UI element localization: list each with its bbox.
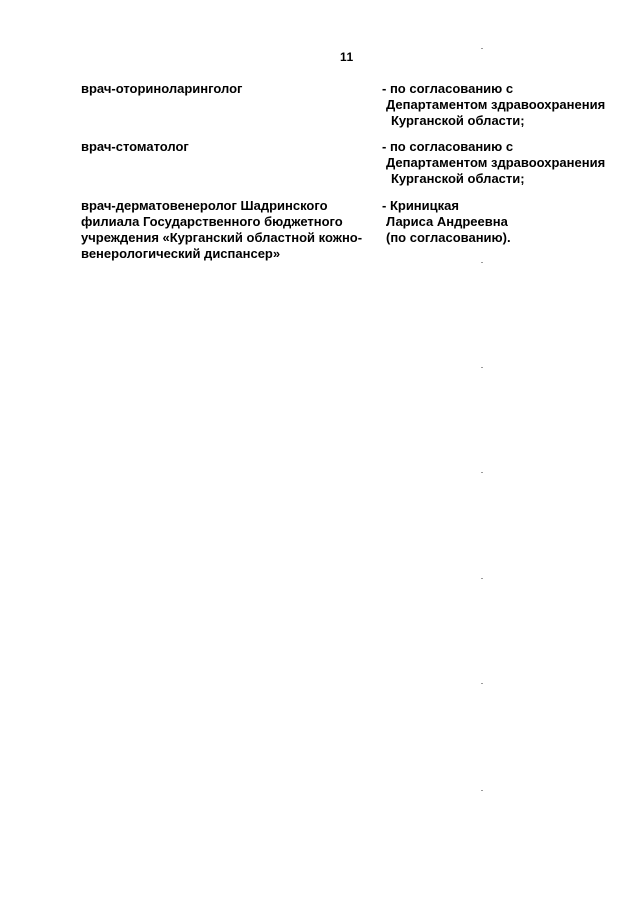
role-title <box>81 139 371 155</box>
note-line: Департаментом здравоохранения <box>386 97 606 112</box>
role-title <box>81 198 371 262</box>
note-line: Лариса Андреевна <box>386 214 508 229</box>
scan-mark <box>481 262 483 263</box>
role-line: врач-оториноларинголог <box>81 81 243 96</box>
page-number: 11 <box>340 50 354 64</box>
note-line: (по согласованию). <box>386 230 511 245</box>
role-line: врач-дерматовенеролог Шадринского <box>81 198 328 213</box>
role-line: венерологический диспансер» <box>81 246 281 261</box>
role-line: учреждения «Курганский областной кожно- <box>81 230 363 245</box>
note-line: - по согласованию с <box>382 139 514 154</box>
approval-note <box>382 198 632 246</box>
role-title <box>81 81 371 97</box>
note-line: - по согласованию с <box>382 81 514 96</box>
scan-mark <box>481 367 483 368</box>
approval-note <box>382 81 632 129</box>
note-line: Департаментом здравоохранения <box>386 155 606 170</box>
role-line: врач-стоматолог <box>81 139 189 154</box>
note-line: Курганской области; <box>391 113 525 128</box>
scan-mark <box>481 472 483 473</box>
role-line: филиала Государственного бюджетного <box>81 214 343 229</box>
scan-mark <box>481 790 483 791</box>
note-line: - Криницкая <box>382 198 459 213</box>
approval-note <box>382 139 632 187</box>
scan-mark <box>481 683 483 684</box>
note-line: Курганской области; <box>391 171 525 186</box>
scan-mark <box>481 578 483 579</box>
scan-mark <box>481 48 483 49</box>
